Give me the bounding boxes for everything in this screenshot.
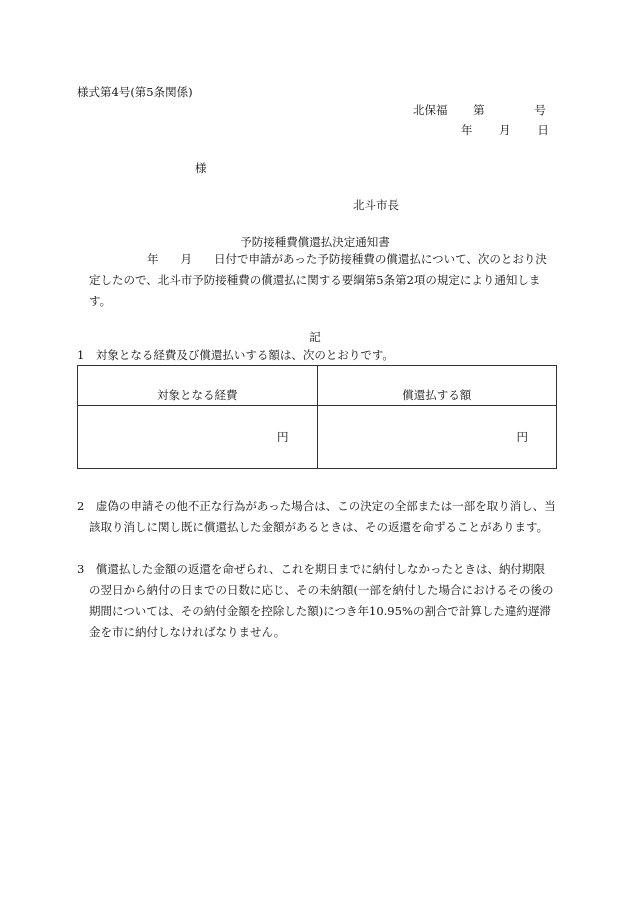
intro-paragraph xyxy=(77,249,556,312)
form-number: 様式第4号(第5条関係) xyxy=(77,85,193,99)
sender: 北斗市長 xyxy=(353,198,399,212)
header-target-costs: 対象となる経費 xyxy=(78,366,318,406)
reference-dai: 第 xyxy=(473,103,485,117)
item-2: 2 虚偽の申請その他不正な行為があった場合は、この決定の全部または一部を取り消し、当該取り消しに関し既に償還払した金額があるときは、その返還を命ずることがあります。 xyxy=(77,499,556,534)
date-day: 日 xyxy=(537,123,549,137)
cell-target-costs-unit[interactable]: 円 xyxy=(78,406,318,469)
item-3: 3 償還払した金額の返還を命ぜられ、これを期日までに納付しなかったときは、納付期限の翌日から納付の日までの日数に応じ、その未納額(一部を納付した場合におけるその後の期間については、その納付金額を控除した額)につき年10.95%の割合で計算した違約遅滞金を市に納付しなければなりません。 xyxy=(77,562,554,639)
document-title: 予防接種費償還払決定通知書 xyxy=(240,235,390,249)
addressee-honorific: 様 xyxy=(195,161,207,175)
table-header-row xyxy=(78,366,557,406)
table-row xyxy=(78,406,557,469)
item-1: 1 対象となる経費及び償還払いする額は、次のとおりです。 xyxy=(77,348,394,362)
issue-date xyxy=(461,124,549,138)
date-month: 月 xyxy=(499,123,511,137)
date-year: 年 xyxy=(461,123,473,137)
cost-table xyxy=(77,365,557,469)
intro-text: 日付で申請があった予防接種費の償還払について、次のとおり決定したので、北斗市予防接種費の償還払に関する要綱第5条第2項の規定により通知します。 xyxy=(89,252,547,308)
reference-go: 号 xyxy=(534,103,546,117)
intro-date-year: 年 xyxy=(147,252,159,266)
intro-date-month: 月 xyxy=(180,252,192,266)
cell-reimbursement-amount-unit[interactable]: 円 xyxy=(317,406,557,469)
header-reimbursement-amount: 償還払する額 xyxy=(317,366,557,406)
reference-number xyxy=(413,104,546,118)
ki-heading: 記 xyxy=(309,330,321,344)
reference-prefix: 北保福 xyxy=(413,103,448,117)
